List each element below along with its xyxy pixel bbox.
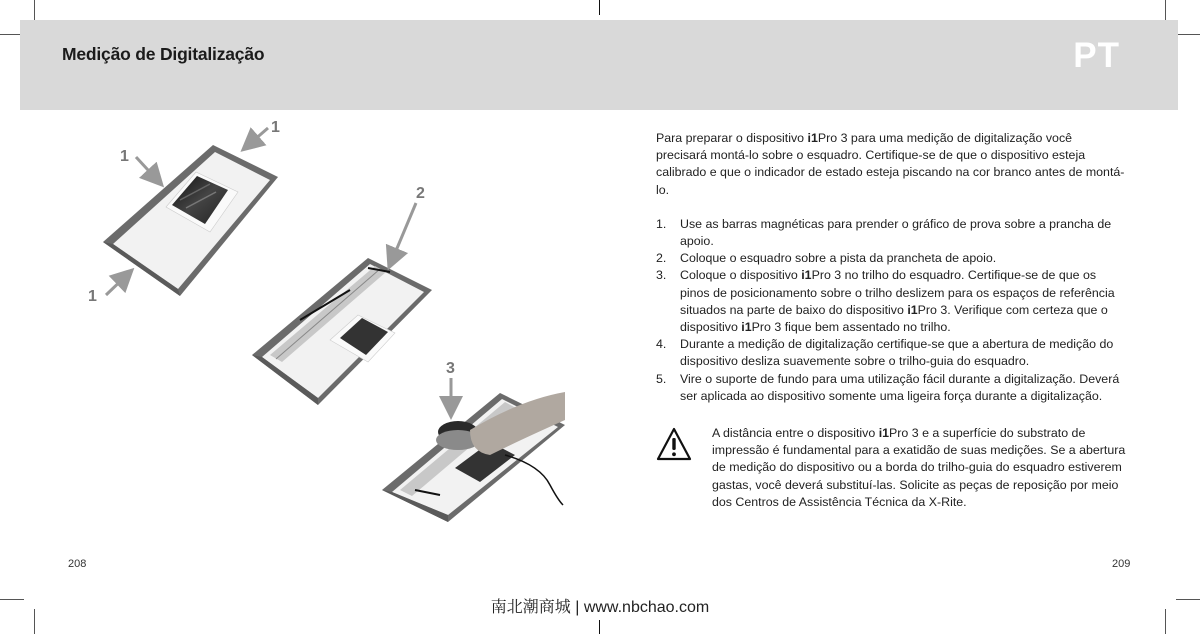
page-number-left: 208 [68,558,87,570]
crop-mark [0,34,22,35]
crop-mark [1165,0,1166,22]
instructions-content [656,130,1126,511]
svg-text:2: 2 [416,185,425,202]
page-number-right: 209 [1112,558,1131,570]
watermark: 南北潮商城 | www.nbchao.com [490,599,710,616]
warning-triangle-icon [656,427,692,461]
svg-text:3: 3 [446,360,455,377]
scanning-setup-illustration [60,112,580,532]
language-tag: PT [1073,36,1120,75]
svg-text:1: 1 [120,148,129,165]
step-item: 5. Vire o suporte de fundo para uma utilização fácil durante a digitalização. Deverá ser aplicada ao dispositivo somente uma ligeira força durante a digitalização. [656,371,1120,403]
figure-3-callout [446,360,455,414]
step-item: 3. Coloque o dispositivo i1Pro 3 no trilho do esquadro. Certifique-se de que os pinos de posicionamento sobre o trilho deslizem para os espaços de referência situados na parte de baixo do dispositivo i1Pro 3. Verifique com certeza que o dispositivo i1Pro 3 fique bem assentado no trilho. [656,268,1115,335]
warning-note: A distância entre o dispositivo i1Pro 3 e a superfície do substrato de impressão é fundamental para a exatidão de suas medições. Se a abertura de medição do dispositivo ou a borda do trilho-guia do esquadro estiverem gastas, você deverá substituí-las. Solicite as peças de reposição por meio dos Centros de Assistência Técnica da X-Rite. [656,425,1126,511]
crop-mark [34,0,35,20]
step-item: 1. Use as barras magnéticas para prender o gráfico de prova sobre a prancha de apoio. [656,216,1112,249]
figure-3-device-on-rail [382,392,565,522]
step-item: 2. Coloque o esquadro sobre a pista da prancheta de apoio. [656,251,997,266]
figure-2-rail-on-board [252,258,432,405]
crop-mark [599,620,600,634]
step-item: 4. Durante a medição de digitalização certifique-se que a abertura de medição do dispositivo desliza suavemente sobre o trilho-guia do esquadro. [656,337,1114,369]
svg-text:1: 1 [88,288,97,305]
crop-mark [1177,34,1200,35]
illustrations [60,112,580,532]
steps-list [656,216,1126,405]
svg-text:1: 1 [271,119,280,136]
figure-2-callout [390,185,425,265]
crop-mark [599,0,600,15]
page-title: Medição de Digitalização [62,44,265,64]
intro-paragraph: Para preparar o dispositivo i1Pro 3 para uma medição de digitalização você precisará montá-lo sobre o esquadro. Certifique-se de que o dispositivo esteja calibrado e que o indicador de estado esteja piscando na cor branco antes de montá-lo. [656,131,1125,197]
header-band [20,20,1178,110]
